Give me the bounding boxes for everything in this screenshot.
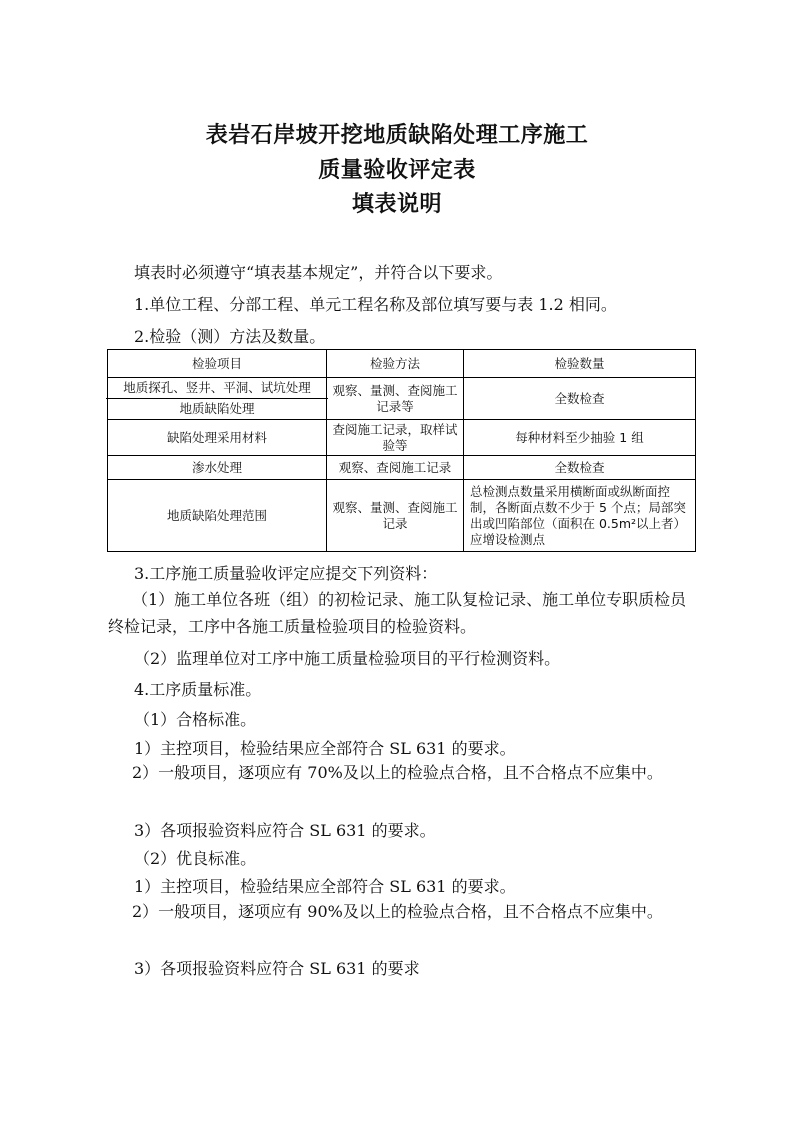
intro-paragraph: 填表时必须遵守“填表基本规定”，并符合以下要求。 xyxy=(134,263,503,282)
table-row xyxy=(108,456,696,480)
table-cell-item: 缺陷处理采用材料 xyxy=(108,420,327,456)
header-item: 检验项目 xyxy=(108,350,327,378)
table-row xyxy=(108,480,696,552)
paragraph-4-a2: 2）一般项目，逐项应有 70%及以上的检验点合格，且不合格点不应集中。 xyxy=(132,763,663,782)
header-quantity: 检验数量 xyxy=(464,350,696,378)
table-cell-method: 观察、查阅施工记录 xyxy=(327,456,464,480)
title-line-3: 填表说明 xyxy=(351,191,442,217)
title-line-1: 表岩石岸坡开挖地质缺陷处理工序施工 xyxy=(205,122,589,148)
paragraph-3: 3.工序施工质量验收评定应提交下列资料： xyxy=(134,564,438,583)
table-cell-quantity: 每种材料至少抽验 1 组 xyxy=(464,420,696,456)
header-method: 检验方法 xyxy=(327,350,464,378)
table-cell-quantity: 总检测点数量采用横断面或纵断面控制，各断面点数不少于 5 个点；局部突出或凹陷部位（面积在 0.5m²以上者）应增设检测点 xyxy=(464,480,696,552)
paragraph-4-b3: 3）各项报验资料应符合 SL 631 的要求 xyxy=(134,959,420,978)
paragraph-3-1: （1）施工单位各班（组）的初检记录、施工队复检记录、施工单位专职质检员终检记录，工序中各施工质量检验项目的检验资料。 xyxy=(108,590,687,636)
paragraph-4: 4.工序质量标准。 xyxy=(134,680,262,699)
inspection-table xyxy=(107,349,696,552)
paragraph-3-2: （2）监理单位对工序中施工质量检验项目的平行检测资料。 xyxy=(134,649,561,668)
table-row xyxy=(108,420,696,456)
paragraph-2: 2.检验（测）方法及数量。 xyxy=(134,327,326,346)
table-cell-item: 地质缺陷处理范围 xyxy=(108,480,327,552)
table-row xyxy=(108,378,696,420)
table-cell-item-b: 地质缺陷处理 xyxy=(179,401,255,416)
table-cell-item: 渗水处理 xyxy=(108,456,327,480)
paragraph-1: 1.单位工程、分部工程、单元工程名称及部位填写要与表 1.2 相同。 xyxy=(134,295,617,314)
paragraph-4-b: （2）优良标准。 xyxy=(134,849,257,868)
paragraph-4-b1: 1）主控项目，检验结果应全部符合 SL 631 的要求。 xyxy=(134,877,516,896)
paragraph-4-a1: 1）主控项目，检验结果应全部符合 SL 631 的要求。 xyxy=(134,739,516,758)
paragraph-4-b2: 2）一般项目，逐项应有 90%及以上的检验点合格，且不合格点不应集中。 xyxy=(132,902,663,921)
table-cell-method: 观察、量测、查阅施工记录 xyxy=(327,480,464,552)
paragraph-4-a3: 3）各项报验资料应符合 SL 631 的要求。 xyxy=(134,821,436,840)
table-cell-method: 观察、量测、查阅施工记录等 xyxy=(327,378,464,420)
title-line-2: 质量验收评定表 xyxy=(318,157,476,183)
table-cell-item-a: 地质探孔、竖井、平洞、试坑处理 xyxy=(106,378,328,399)
table-cell-quantity: 全数检查 xyxy=(464,378,696,420)
table-cell-item xyxy=(108,378,327,420)
table-header-row xyxy=(108,350,696,378)
paragraph-4-a: （1）合格标准。 xyxy=(134,710,257,729)
table-cell-method: 查阅施工记录，取样试验等 xyxy=(327,420,464,456)
table-cell-quantity: 全数检查 xyxy=(464,456,696,480)
